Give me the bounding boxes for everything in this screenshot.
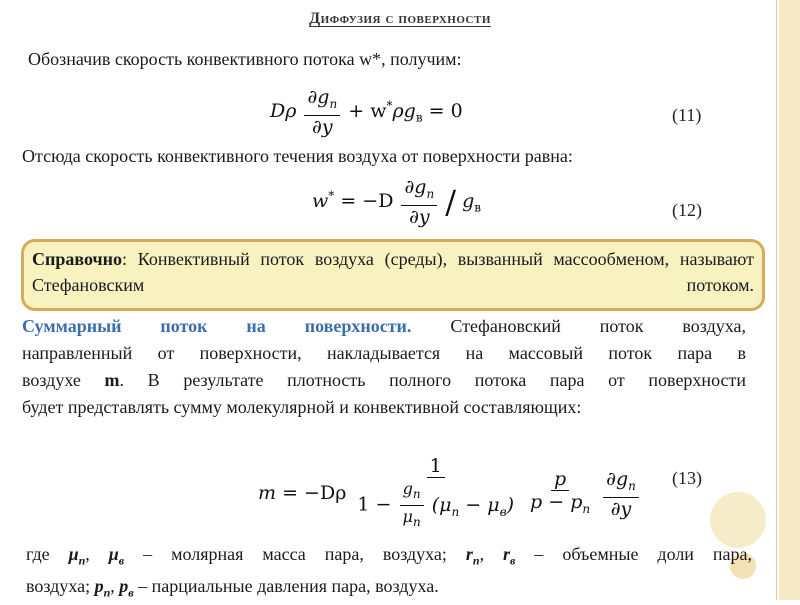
eq11-rhs: = 0 xyxy=(428,99,463,122)
eq13-fraction-2: $\frac{p}{p - p_п}$ xyxy=(530,468,591,517)
eq11-plus-w: + w xyxy=(348,99,387,122)
summary-heading: Суммарный поток на поверхности. xyxy=(22,316,412,336)
eq11-fraction: $\frac{\partial g_п}{\partial y}$ xyxy=(304,86,340,138)
reference-callout xyxy=(21,239,765,311)
equation-number-13: (13) xyxy=(672,468,702,488)
equation-number-12: (12) xyxy=(672,200,702,220)
equation-13: m = −Dρ 1 1 − $\frac{g_п}{\mu_п}$ $(\mu_п - \mu_в)$ $\frac{p}{p - p_п}$ $\frac{\partial g_п}{\partial y}$ xyxy=(258,455,641,533)
equation-11: Dρ $\frac{\partial g_п}{\partial y}$ + $w^*\rho g_в = 0$ xyxy=(270,86,463,138)
eq13-fraction-1: 1 1 − $\frac{g_п}{\mu_п}$ $(\mu_п - \mu_в)$ xyxy=(357,455,514,530)
eq12-fraction: $\frac{\partial g_п}{\partial y}$ xyxy=(401,176,437,228)
summary-paragraph: Суммарный поток на поверхности. Стефановский поток воздуха, направленный от поверхности, накладывается на массовый поток пара в воздухе m. В результате плотность полного потока пара от поверхности будет представлять сумму молекулярной и конвективной составляющих: xyxy=(22,316,746,417)
eq11-lhs: Dρ xyxy=(270,99,297,122)
callout-label: Справочно xyxy=(32,249,123,269)
symbol-definitions: где $\mu_п$, $\mu_в$ – молярная масса пара, воздуха; $r_п$, $r_в$ – объемные доли пара, воздуха; $p_п$, $p_в$ – парциальные давления пара, воздуха. xyxy=(26,544,753,600)
decor-rail-band xyxy=(779,0,800,600)
eq13-fraction-3: $\frac{\partial g_п}{\partial y}$ xyxy=(603,468,639,520)
equation-12: w* = −D $\frac{\partial g_п}{\partial y}$ / $g_в$ xyxy=(312,176,482,228)
decor-rail-line xyxy=(776,0,777,600)
callout-text: : Конвективный поток воздуха (среды), вызванный массообменом, называют Стефановским потоком. xyxy=(32,249,754,295)
decor-circle xyxy=(710,492,766,548)
intro-text: Обозначив скорость конвективного потока w*, получим: xyxy=(28,49,462,69)
slide-title: Диффузия с поверхности xyxy=(309,10,491,27)
equation-number-11: (11) xyxy=(672,105,702,125)
velocity-intro: Отсюда скорость конвективного течения воздуха от поверхности равна: xyxy=(22,146,573,166)
